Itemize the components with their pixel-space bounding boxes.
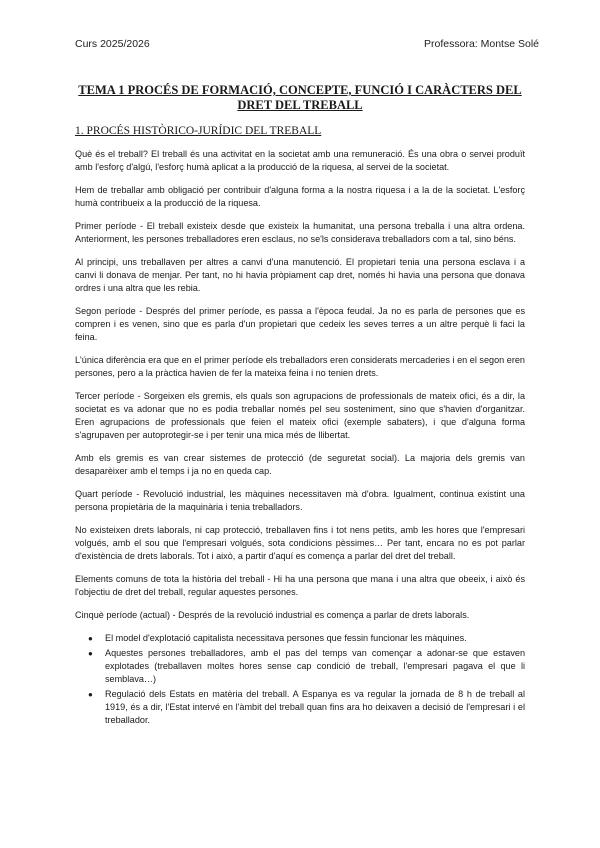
section-heading: 1. PROCÉS HISTÒRICO-JURÍDIC DEL TREBALL [75,125,322,137]
document-title: TEMA 1 PROCÉS DE FORMACIÓ, CONCEPTE, FUNCIÓ I CARÀCTERS DEL DRET DEL TREBALL [78,83,522,112]
paragraph: Segon període - Després del primer període, es passa a l'època feudal. Ja no es parla de persones que es compren i es venen, sino que es parla d'un propietari que cedeix les seves terres a un altre perquè li faci la feina. [75,306,525,342]
paragraph: Hem de treballar amb obligació per contribuir d'alguna forma a la nostra riquesa i a la de la societat. L'esforç humà contribueix a la producció de la riquesa. [75,185,525,208]
paragraph: Què és el treball? El treball és una activitat en la societat amb una remuneració. És una obra o servei produït amb l'esforç d'algú, l'esforç humà aplicat a la producció de la riquesa, al servei de la societat. [75,149,525,172]
paragraph: Cinquè període (actual) - Després de la revolució industrial es comença a parlar de drets laborals. [75,610,470,620]
list-item [88,632,525,645]
paragraph: Al principi, uns treballaven per altres a canvi d'una manutenció. El propietari tenia una persona esclava i a canvi li donava de menjar. Per tant, no hi havia pròpiament cap dret, només hi havia una persona que donava ordres i una altra que les rebia. [75,257,525,293]
list-item [88,647,525,686]
paragraph: Amb els gremis es van crear sistemes de protecció (de seguretat social). La majoria dels gremis van desaparèixer amb el temps i ja no en queda cap. [75,453,525,476]
list-item-text: Aquestes persones treballadores, amb el pas del temps van començar a adonar-se que estaven explotades (treballaven moltes hores sense cap condició de treball, l'empresari pagava el que li semblava…) [105,648,525,684]
list-item [88,688,525,727]
bullet-list [75,632,525,727]
bullet-icon: ● [88,649,93,658]
bullet-icon: ● [88,634,93,643]
document-body [75,124,525,729]
paragraph: No existeixen drets laborals, ni cap protecció, treballaven fins i tot nens petits, amb les hores que l'empresari volgués, amb el sou que l'empresari volgués, sota condicions pèssimes… Per tant, encara no es pot parlar d'existència de drets laborals. Tot i això, a partir d'aquí es comença a parlar del dret del treball. [75,525,525,561]
paragraph: Elements comuns de tota la història del treball - Hi ha una persona que mana i una altra que obeeix, i això és l'objectiu de dret del treball, regular aquestes persones. [75,574,525,597]
teacher-label: Professora: Montse Solé [424,38,539,50]
paragraph: Primer període - El treball existeix desde que existeix la humanitat, una persona treballa i una altra ordena. Anteriorment, les persones treballadores eren esclaus, no se'ls considerava treballadors com a tal, sino béns. [75,221,525,244]
page-header [75,38,539,50]
paragraph: Quart període - Revolució industrial, les màquines necessitaven mà d'obra. Igualment, continua existint una persona propietària de la maquinària i tenia treballadors. [75,489,525,512]
list-item-text: El model d'explotació capitalista necessitava persones que fessin funcionar les màquines. [105,633,467,643]
paragraph: Tercer període - Sorgeixen els gremis, els quals son agrupacions de professionals de mateix ofici, és a dir, la societat es va adonar que no es podia treballar només pel seu sosteniment, sino que s'havien d'organitzar. Eren agrupacions de professionals que feien el mateix ofici (exemple sabaters), i que d'alguna forma s'agrupaven per autoprotegir-se i per tenir una mica més de llibertat. [75,391,525,440]
paragraph: L'única diferència era que en el primer període els treballadors eren considerats mercaderies i en el segon eren persones, pero a la pràctica havien de fer la mateixa feina i no tenien drets. [75,355,525,378]
bullet-icon: ● [88,690,93,699]
course-label: Curs 2025/2026 [75,38,150,50]
list-item-text: Regulació dels Estats en matèria del treball. A Espanya es va regular la jornada de 8 h de treball al 1919, és a dir, l'Estat intervé en l'àmbit del treball quan fins ara ho deixaven a decisió de l'empresari i el treballador. [105,689,525,725]
